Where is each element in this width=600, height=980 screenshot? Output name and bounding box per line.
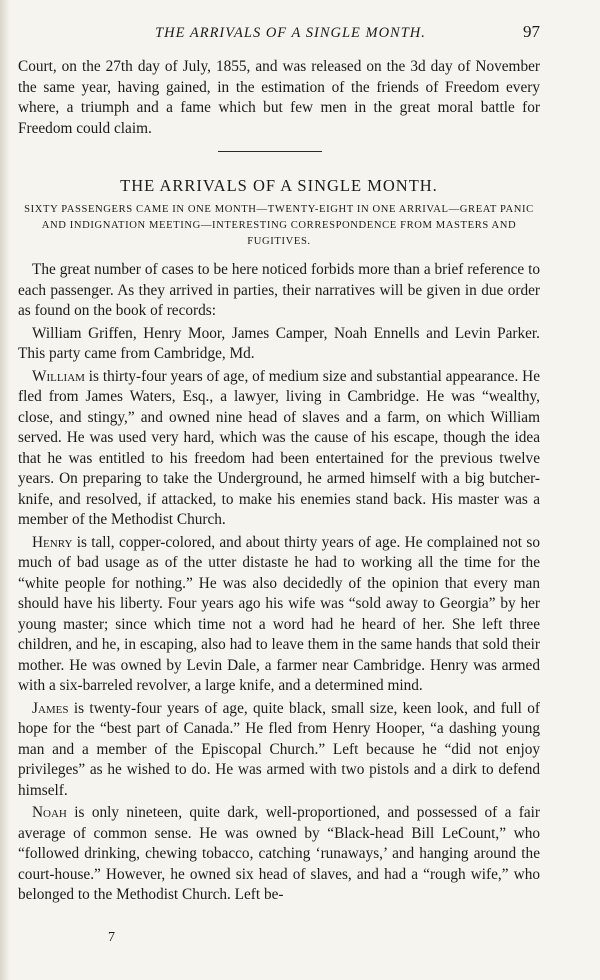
noah-name: Noah	[32, 804, 67, 821]
william-name: William	[32, 367, 85, 385]
section-title: THE ARRIVALS OF A SINGLE MONTH.	[120, 176, 438, 195]
henry-paragraph	[18, 533, 540, 697]
noah-text: is only nineteen, quite dark, well-proportioned, and possessed of a fair average of common sense. He was owned by “Black-head Bill LeCount,” who “followed drinking, chewing tobacco, catching ‘runaways,’ and hanging around the court-house.” However, he owned six head of slaves, and had a “rough wife,” who belonged to the Methodist Church. Left be-	[18, 804, 540, 903]
running-head	[18, 22, 540, 42]
page-gutter-shadow	[0, 0, 10, 980]
section-body	[18, 260, 540, 908]
intro-paragraph: The great number of cases to be here noticed forbids more than a brief reference to each passenger. As they arrived in parties, their narratives will be given in due order as found on the book of records:	[18, 261, 540, 319]
james-paragraph	[18, 699, 540, 802]
signature-mark: 7	[108, 930, 115, 945]
section-subtitle: SIXTY PASSENGERS CAME IN ONE MONTH—TWENTY-EIGHT IN ONE ARRIVAL—GREAT PANIC AND INDIGNATION MEETING—INTERESTING CORRESPONDENCE FROM MASTERS AND FUGITIVES.	[24, 204, 534, 247]
henry-name: Henry	[32, 533, 73, 551]
running-head-title: THE ARRIVALS OF A SINGLE MONTH.	[155, 25, 426, 41]
party-paragraph: William Griffen, Henry Moor, James Camper, Noah Ennells and Levin Parker. This party came from Cambridge, Md.	[18, 324, 540, 362]
william-paragraph	[18, 367, 540, 531]
james-text: is twenty-four years of age, quite black, small size, keen look, and full of hope for the “best part of Canada.” He fled from Henry Hooper, “a dashing young man and a member of the Episcopal Church.” Left because he “did not enjoy privileges” as he wished to do. He was armed with two pistols and a dirk to defend himself.	[18, 699, 540, 799]
james-name: James	[32, 699, 69, 717]
william-text: is thirty-four years of age, of medium size and substantial appearance. He fled from James Waters, Esq., a lawyer, living in Cambridge. He was “wealthy, close, and stingy,” and owned nine head of slaves and a farm, on which William served. He was used very hard, which was the cause of his escape, though the idea that he was entitled to his freedom had been entertained for the previous twelve years. On preparing to take the Underground, he armed himself with a big butcher-knife, and resolved, if attacked, to make his enemies stand back. His master was a member of the Methodist Church.	[18, 367, 540, 528]
page-number: 97	[523, 22, 540, 41]
section-divider-rule	[218, 151, 322, 152]
noah-paragraph	[18, 803, 540, 906]
continuation-paragraph-block	[18, 57, 540, 139]
henry-text: is tall, copper-colored, and about thirty years of age. He complained not so much of bad usage as of the utter distaste he had to working all the time for the “white people for nothing.” He was also decidedly of the opinion that every man should have his liberty. Four years ago his wife was “sold away to Georgia” by her young master; since which time not a word had he heard of her. She left three children, and he, in escaping, also had to leave them in the same hands that sold their mother. He was owned by Levin Dale, a farmer near Cambridge. Henry was armed with a six-barreled revolver, a large knife, and a determined mind.	[18, 533, 540, 694]
continuation-paragraph: Court, on the 27th day of July, 1855, and was released on the 3d day of November the same year, having gained, in the estimation of the friends of Freedom every where, a triumph and a fame which but few men in the great moral battle for Freedom could claim.	[18, 58, 540, 137]
